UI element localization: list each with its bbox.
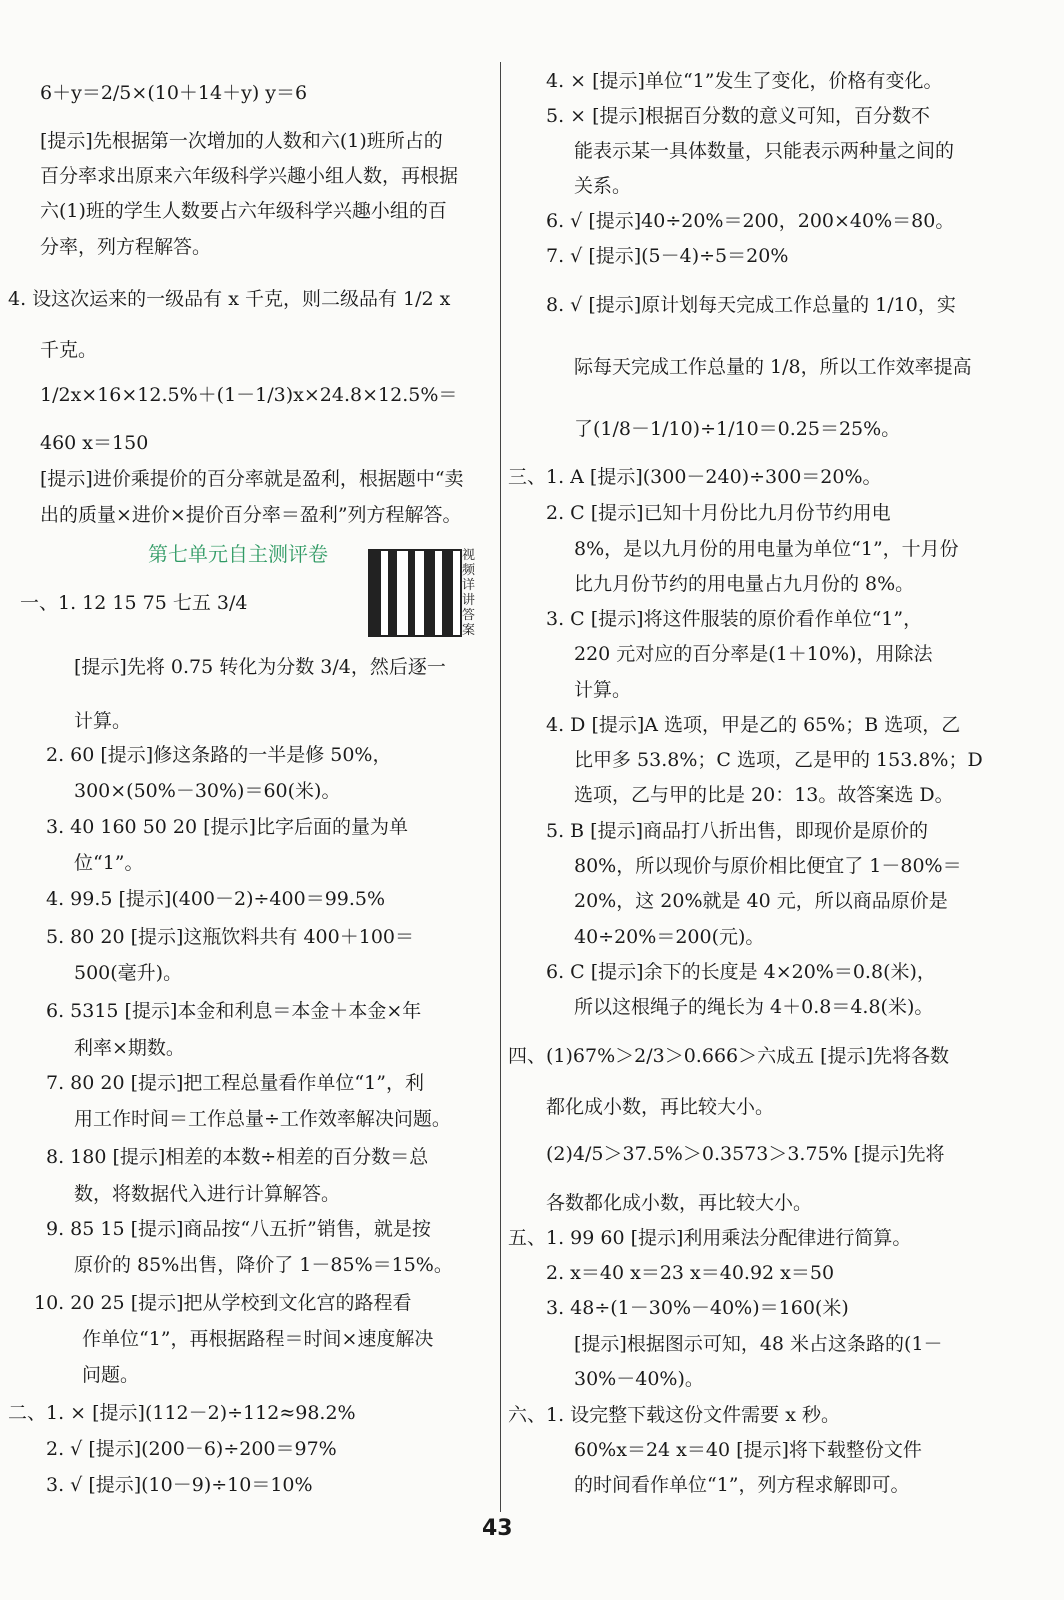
answer-line: 6. √ [提示]40÷20%＝200，200×40%＝80。 bbox=[546, 210, 955, 232]
answer-line: 计算。 bbox=[574, 679, 632, 701]
answer-line: 4. 99.5 [提示](400－2)÷400＝99.5% bbox=[46, 888, 386, 910]
answer-line: 一、1. 12 15 75 七五 3/4 bbox=[20, 592, 248, 614]
answer-line: 220 元对应的百分率是(1＋10%)，用除法 bbox=[574, 643, 933, 665]
answer-line: 百分率求出原来六年级科学兴趣小组人数，再根据 bbox=[40, 165, 459, 187]
answer-line: 计算。 bbox=[74, 710, 132, 732]
answer-line: 8%，是以九月份的用电量为单位“1”，十月份 bbox=[574, 538, 959, 560]
answer-line: 8. √ [提示]原计划每天完成工作总量的 1/10，实 bbox=[546, 294, 956, 316]
answer-line: 9. 85 15 [提示]商品按“八五折”销售，就是按 bbox=[46, 1218, 431, 1240]
answer-line: 所以这根绳子的绳长为 4＋0.8＝4.8(米)。 bbox=[574, 996, 934, 1018]
answer-line: 六、1. 设完整下载这份文件需要 x 秒。 bbox=[508, 1404, 840, 1426]
answer-line: 作单位“1”，再根据路程＝时间×速度解决 bbox=[82, 1328, 434, 1350]
answer-line: 80%，所以现价与原价相比便宜了 1－80%＝ bbox=[574, 855, 962, 877]
answer-line: 比甲多 53.8%；C 选项，乙是甲的 153.8%；D bbox=[574, 749, 983, 771]
answer-line: 选项，乙与甲的比是 20：13。故答案选 D。 bbox=[574, 784, 954, 806]
answer-line: 际每天完成工作总量的 1/8，所以工作效率提高 bbox=[574, 356, 972, 378]
qr-label: 视频详讲答案 bbox=[462, 548, 476, 638]
answer-line: 五、1. 99 60 [提示]利用乘法分配律进行简算。 bbox=[508, 1227, 912, 1249]
answer-line: [提示]进价乘提价的百分率就是盈利，根据题中“卖 bbox=[40, 468, 464, 490]
qr-code-icon[interactable] bbox=[368, 549, 462, 637]
answer-line: [提示]根据图示可知，48 米占这条路的(1－ bbox=[574, 1333, 943, 1355]
answer-line: 关系。 bbox=[574, 175, 632, 197]
answer-line: 原价的 85%出售，降价了 1－85%＝15%。 bbox=[74, 1254, 453, 1276]
answer-line: [提示]先将 0.75 转化为分数 3/4，然后逐一 bbox=[74, 656, 446, 678]
column-divider bbox=[500, 62, 501, 1512]
answer-line: 利率×期数。 bbox=[74, 1037, 185, 1059]
answer-line: 四、(1)67%＞2/3＞0.666＞六成五 [提示]先将各数 bbox=[508, 1045, 949, 1067]
answer-line: 比九月份节约的用电量占九月份的 8%。 bbox=[574, 573, 915, 595]
answer-line: 能表示某一具体数量，只能表示两种量之间的 bbox=[574, 140, 955, 162]
answer-line: 5. 80 20 [提示]这瓶饮料共有 400＋100＝ bbox=[46, 926, 414, 948]
answer-line: 用工作时间＝工作总量÷工作效率解决问题。 bbox=[74, 1108, 451, 1130]
answer-line: 2. √ [提示](200－6)÷200＝97% bbox=[46, 1438, 337, 1460]
answer-line: 出的质量×进价×提价百分率＝盈利”列方程解答。 bbox=[40, 504, 462, 526]
answer-line: 5. × [提示]根据百分数的意义可知，百分数不 bbox=[546, 105, 930, 127]
answer-line: (2)4/5＞37.5%＞0.3573＞3.75% [提示]先将 bbox=[546, 1143, 945, 1165]
answer-line: 3. √ [提示](10－9)÷10＝10% bbox=[46, 1474, 313, 1496]
answer-line: 三、1. A [提示](300－240)÷300＝20%。 bbox=[508, 466, 882, 488]
answer-line: 分率，列方程解答。 bbox=[40, 236, 212, 258]
answer-line: 500(毫升)。 bbox=[74, 962, 183, 984]
answer-line: 4. D [提示]A 选项，甲是乙的 65%；B 选项，乙 bbox=[546, 714, 961, 736]
answer-line: 3. C [提示]将这件服装的原价看作单位“1”， bbox=[546, 608, 923, 630]
answer-line: 4. × [提示]单位“1”发生了变化，价格有变化。 bbox=[546, 70, 943, 92]
answer-line: 2. C [提示]已知十月份比九月份节约用电 bbox=[546, 502, 891, 524]
answer-line: 的时间看作单位“1”，列方程求解即可。 bbox=[574, 1474, 910, 1496]
answer-line: 6. C [提示]余下的长度是 4×20%＝0.8(米)， bbox=[546, 961, 936, 983]
answer-line: 40÷20%＝200(元)。 bbox=[574, 926, 765, 948]
answer-line: 3. 40 160 50 20 [提示]比字后面的量为单 bbox=[46, 816, 408, 838]
answer-line: 六(1)班的学生人数要占六年级科学兴趣小组的百 bbox=[40, 200, 447, 222]
answer-line: 2. 60 [提示]修这条路的一半是修 50%， bbox=[46, 744, 392, 766]
page-number: 43 bbox=[482, 1516, 513, 1541]
answer-line: 了(1/8－1/10)÷1/10＝0.25＝25%。 bbox=[574, 418, 901, 440]
answer-line: 5. B [提示]商品打八折出售，即现价是原价的 bbox=[546, 820, 928, 842]
answer-line: 30%－40%)。 bbox=[574, 1368, 704, 1390]
answer-line: 数，将数据代入进行计算解答。 bbox=[74, 1183, 341, 1205]
answer-line: 10. 20 25 [提示]把从学校到文化宫的路程看 bbox=[34, 1292, 412, 1314]
answer-line: 2. x＝40 x＝23 x＝40.92 x＝50 bbox=[546, 1262, 835, 1284]
answer-line: 7. √ [提示](5－4)÷5＝20% bbox=[546, 245, 789, 267]
answer-line: 20%，这 20%就是 40 元，所以商品原价是 bbox=[574, 890, 948, 912]
answer-line: 6. 5315 [提示]本金和利息＝本金＋本金×年 bbox=[46, 1000, 422, 1022]
answer-line: [提示]先根据第一次增加的人数和六(1)班所占的 bbox=[40, 130, 443, 152]
answer-line: 都化成小数，再比较大小。 bbox=[546, 1096, 775, 1118]
answer-line: 8. 180 [提示]相差的本数÷相差的百分数＝总 bbox=[46, 1146, 429, 1168]
answer-line: 1/2x×16×12.5%＋(1－1/3)x×24.8×12.5%＝ bbox=[40, 384, 458, 406]
answer-line: 6＋y＝2/5×(10＋14＋y) y＝6 bbox=[40, 82, 308, 104]
answer-line: 460 x＝150 bbox=[40, 432, 149, 454]
answer-line: 4. 设这次运来的一级品有 x 千克，则二级品有 1/2 x bbox=[8, 288, 451, 310]
answer-line: 问题。 bbox=[82, 1364, 140, 1386]
answer-line: 7. 80 20 [提示]把工程总量看作单位“1”，利 bbox=[46, 1072, 424, 1094]
answer-line: 千克。 bbox=[40, 339, 98, 361]
answer-line: 300×(50%－30%)＝60(米)。 bbox=[74, 780, 341, 802]
section-title: 第七单元自主测评卷 bbox=[148, 542, 328, 566]
answer-line: 二、1. × [提示](112－2)÷112≈98.2% bbox=[8, 1402, 356, 1424]
answer-line: 位“1”。 bbox=[74, 852, 144, 874]
answer-line: 3. 48÷(1－30%－40%)＝160(米) bbox=[546, 1297, 849, 1319]
answer-line: 60%x＝24 x＝40 [提示]将下载整份文件 bbox=[574, 1439, 922, 1461]
answer-line: 各数都化成小数，再比较大小。 bbox=[546, 1192, 813, 1214]
